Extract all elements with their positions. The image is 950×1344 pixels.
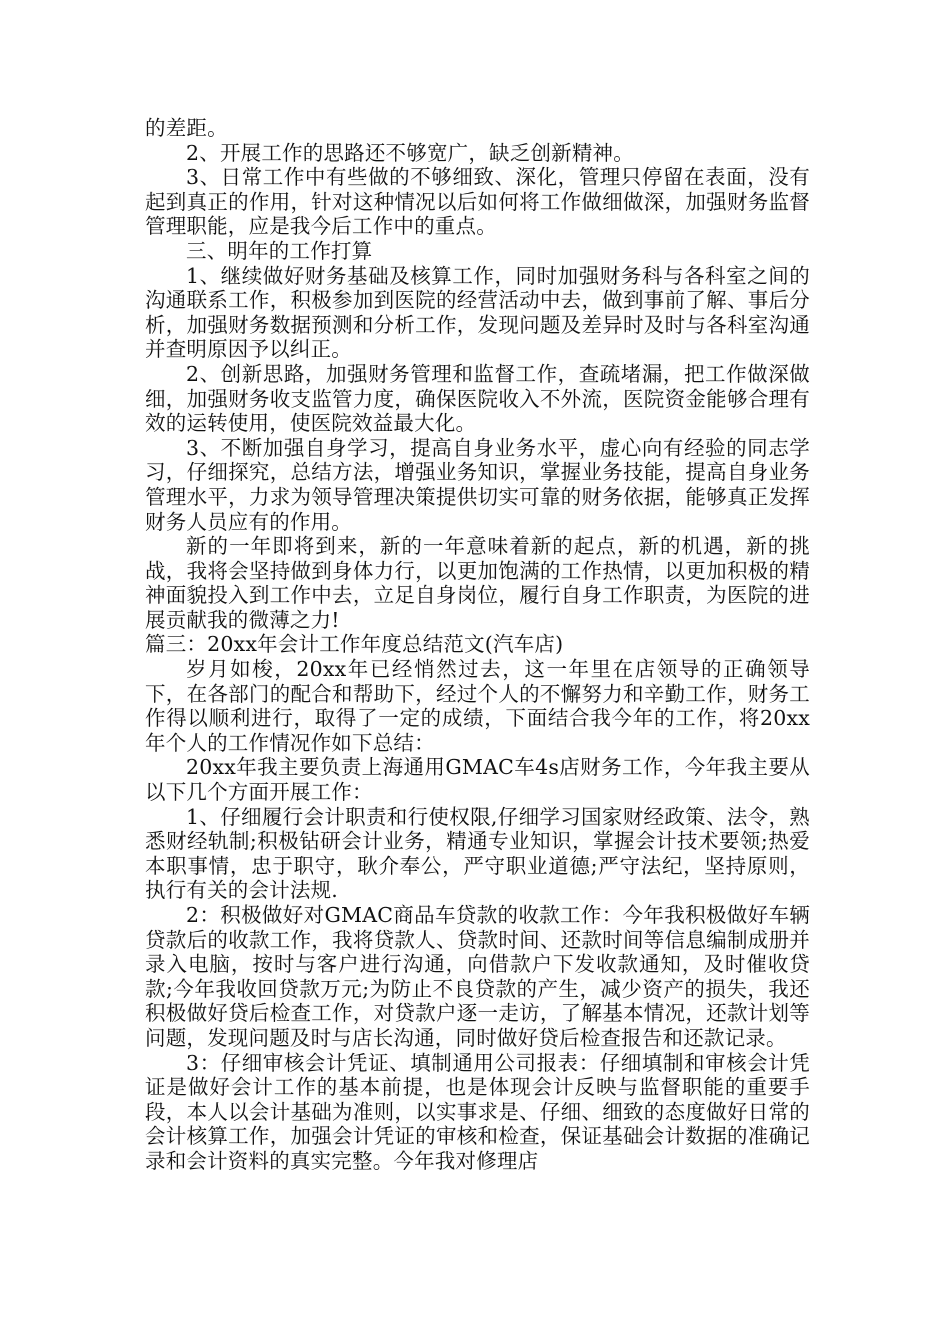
paragraph: 2：积极做好对GMAC商品车贷款的收款工作：今年我积极做好车辆贷款后的收款工作，我将贷款人、贷款时间、还款时间等信息编制成册并录入电脑，按时与客户进行沟通，向借款户下发收款通知，及时催收贷款;今年我收回贷款万元;为防止不良贷款的产生，减少资产的损失，我还积极做好贷后检查工作，对贷款户逐一走访，了解基本情况，还款计划等问题，发现问题及时与店长沟通，同时做好贷后检查报告和还款记录。 bbox=[145, 903, 810, 1050]
article-title: 篇三：20xx年会计工作年度总结范文(汽车店) bbox=[145, 632, 564, 657]
paragraph: 1、仔细履行会计职责和行使权限,仔细学习国家财经政策、法令，熟悉财经轨制;积极钻研会计业务，精通专业知识，掌握会计技术要领;热爱本职事情，忠于职守，耿介奉公，严守职业道德;严守法纪，坚持原则，执行有关的会计法规. bbox=[145, 804, 810, 903]
paragraph: 岁月如梭，20xx年已经悄然过去，这一年里在店领导的正确领导下，在各部门的配合和帮助下，经过个人的不懈努力和辛勤工作，财务工作得以顺利进行，取得了一定的成绩，下面结合我今年的工作，将20xx年个人的工作情况作如下总结： bbox=[145, 657, 810, 755]
paragraph: 2、创新思路，加强财务管理和监督工作，查疏堵漏，把工作做深做细，加强财务收支监管力度，确保医院收入不外流，医院资金能够合理有效的运转使用，使医院效益最大化。 bbox=[145, 361, 810, 436]
paragraph: 20xx年我主要负责上海通用GMAC车4s店财务工作，今年我主要从以下几个方面开展工作： bbox=[145, 755, 810, 805]
paragraph: 新的一年即将到来，新的一年意味着新的起点，新的机遇，新的挑战，我将会坚持做到身体力行，以更加饱满的工作热情，以更加积极的精神面貌投入到工作中去，立足自身岗位，履行自身工作职责，为医院的进展贡献我的微薄之力! bbox=[145, 534, 810, 632]
paragraph: 1、继续做好财务基础及核算工作，同时加强财务科与各科室之间的沟通联系工作，积极参加到医院的经营活动中去，做到事前了解、事后分析，加强财务数据预测和分析工作，发现问题及差异时及时与各科室沟通并查明原因予以纠正。 bbox=[145, 263, 810, 362]
paragraph: 3、不断加强自身学习，提高自身业务水平，虚心向有经验的同志学习，仔细探究，总结方法，增强业务知识，掌握业务技能，提高自身业务管理水平，力求为领导管理决策提供切实可靠的财务依据，能够真正发挥财务人员应有的作用。 bbox=[145, 435, 810, 534]
paragraph: 2、开展工作的思路还不够宽广，缺乏创新精神。 bbox=[186, 140, 634, 165]
document-page bbox=[145, 116, 810, 1174]
paragraph: 3：仔细审核会计凭证、填制通用公司报表：仔细填制和审核会计凭证是做好会计工作的基本前提，也是体现会计反映与监督职能的重要手段，本人以会计基础为准则，以实事求是、仔细、细致的态度做好日常的会计核算工作，加强会计凭证的审核和检查，保证基础会计数据的准确记录和会计资料的真实完整。今年我对修理店 bbox=[145, 1050, 810, 1173]
paragraph: 3、日常工作中有些做的不够细致、深化，管理只停留在表面，没有起到真正的作用，针对这种情况以后如何将工作做细做深，加强财务监督管理职能，应是我今后工作中的重点。 bbox=[145, 165, 810, 239]
section-heading: 三、明年的工作打算 bbox=[186, 238, 373, 263]
paragraph: 的差距。 bbox=[145, 116, 228, 140]
